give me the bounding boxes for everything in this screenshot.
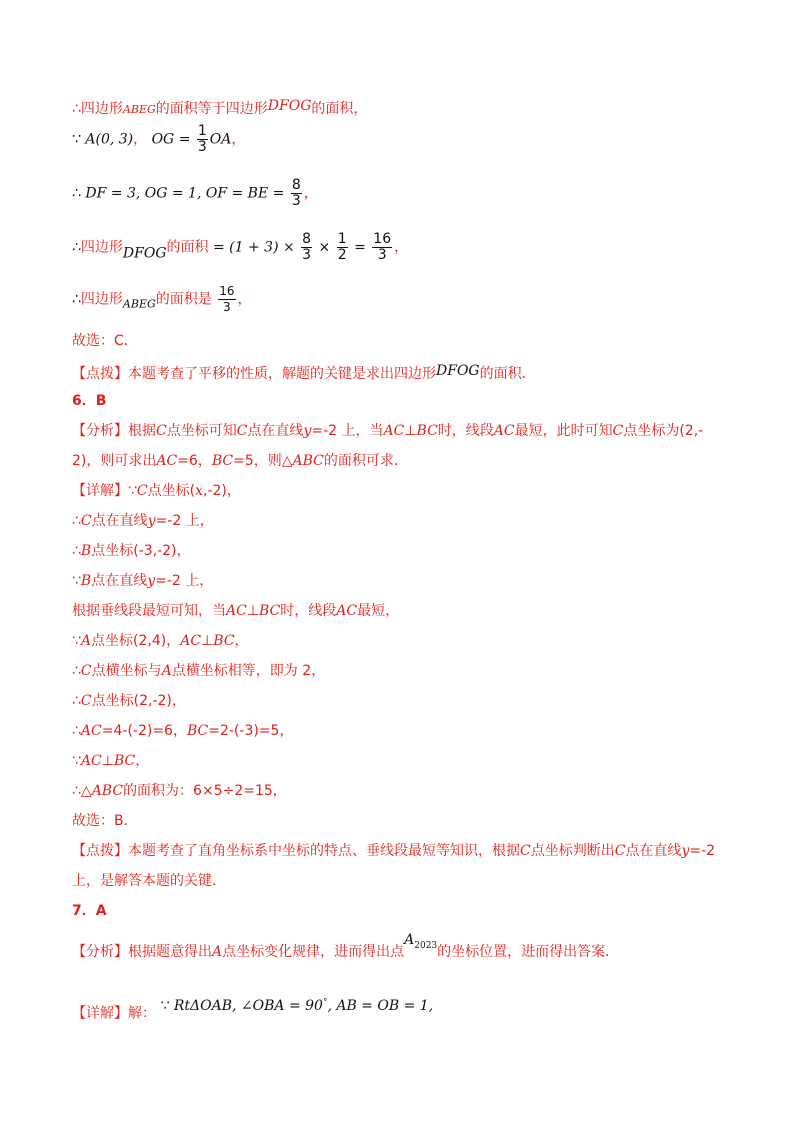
text: 故选：C． — [72, 333, 138, 349]
math: C — [612, 423, 624, 439]
line-21 — [72, 781, 287, 801]
text: ⊥ — [404, 423, 417, 439]
question-number: 6．B — [72, 393, 107, 409]
math: C — [80, 663, 92, 679]
text: 点横坐标与 — [91, 663, 162, 679]
math: A(0, 3) — [85, 131, 134, 148]
math: y — [147, 573, 156, 589]
text: 点横坐标相等，即为 2， — [171, 663, 326, 679]
fraction — [372, 232, 392, 263]
math: AC — [383, 423, 405, 439]
text: ， — [394, 239, 409, 256]
text: ∵ — [160, 997, 170, 1014]
text: × — [318, 239, 331, 256]
math: DFOG — [122, 245, 167, 262]
math: OG = — [151, 131, 191, 148]
numerator: 8 — [302, 231, 312, 247]
math: ABEG — [122, 103, 156, 116]
math-expression — [160, 998, 433, 1014]
math: y — [147, 513, 156, 529]
text: ⊥ — [246, 603, 260, 619]
text: 的面积等于四边形 — [155, 101, 268, 117]
text: ∴△ — [72, 783, 92, 799]
text: =5，则△ — [233, 453, 293, 469]
text: 的面积可求． — [323, 453, 408, 469]
math: BC — [259, 603, 281, 619]
line-6 — [72, 331, 138, 351]
denominator: 2 — [337, 247, 347, 263]
text: 点坐标(2,-2)， — [91, 693, 186, 709]
math: AC — [493, 423, 515, 439]
line-14 — [72, 571, 213, 591]
math: A — [212, 944, 223, 960]
line-25 — [72, 901, 107, 921]
text: 【点拨】本题考查了直角坐标系中坐标的特点、垂线段最短等知识，根据 — [72, 843, 520, 859]
text: =-2 — [689, 843, 716, 859]
math: = (1 + 3) × — [212, 239, 295, 256]
math: BC — [186, 723, 209, 739]
line-11 — [72, 481, 241, 501]
math: OA — [209, 131, 232, 148]
math: C — [80, 693, 92, 709]
fraction — [301, 232, 312, 263]
text: 的面积为：6×5÷2=15， — [123, 783, 287, 799]
math: A — [80, 633, 92, 649]
text: 的面积． — [479, 366, 536, 382]
math: B — [80, 573, 92, 589]
math-subscript: 2023 — [414, 940, 438, 951]
text: ∴ — [72, 723, 81, 739]
line-18 — [72, 691, 186, 711]
fraction — [337, 232, 348, 263]
text: ∵ — [72, 573, 81, 589]
text: = — [354, 239, 366, 256]
line-4 — [72, 232, 408, 264]
text: 点坐标(-3,-2)， — [91, 543, 191, 559]
math: DF = 3, OG = 1, OF = BE = — [85, 185, 285, 202]
math: AC — [80, 753, 102, 769]
line-9 — [72, 421, 703, 441]
text: 【点拨】本题考查了平移的性质，解题的关键是求出四边形 — [72, 366, 436, 382]
text: ∵ — [72, 753, 81, 769]
line-10 — [72, 451, 408, 471]
text: ， — [133, 131, 148, 148]
math: BC — [211, 453, 234, 469]
math-letter: A — [404, 932, 415, 948]
math: ABEG — [122, 297, 156, 311]
question-number: 7．A — [72, 903, 107, 919]
math: y — [303, 423, 312, 439]
math: C — [520, 843, 531, 859]
line-19 — [72, 721, 293, 741]
math: C — [80, 513, 92, 529]
text: 2)，则可求出 — [72, 453, 157, 469]
text: ， — [231, 131, 246, 148]
math: DFOG — [436, 363, 480, 379]
line-7 — [72, 361, 536, 384]
text: 点坐标(2,4)， — [91, 633, 181, 649]
text: 的面积是 — [155, 291, 212, 308]
text: 点坐标可知 — [166, 423, 237, 439]
text: 【分析】根据 — [72, 423, 156, 439]
text: 的坐标位置，进而得出答案． — [437, 944, 620, 960]
text: ⊥ — [101, 753, 114, 769]
line-27 — [72, 997, 434, 1024]
text: 的面积 — [166, 239, 209, 256]
text: 【详解】解： — [72, 1005, 156, 1022]
line-26 — [72, 932, 620, 968]
line-12 — [72, 511, 214, 531]
math: BC — [113, 753, 136, 769]
line-2 — [72, 124, 245, 155]
line-1 — [72, 96, 367, 120]
math: ABC — [292, 453, 324, 469]
text: 最短， — [357, 603, 400, 619]
text: 点坐标变化规律，进而得出点 — [222, 944, 405, 960]
text: 点坐标为(2,- — [623, 423, 704, 439]
line-5 — [72, 284, 252, 315]
denominator: 3 — [291, 193, 301, 209]
math: AC — [80, 723, 102, 739]
line-13 — [72, 541, 191, 561]
text: ， — [234, 633, 249, 649]
text: =-2 上，当 — [311, 423, 384, 439]
fraction — [291, 178, 302, 209]
text: ,-2)， — [203, 483, 241, 499]
text: ∴ — [72, 663, 81, 679]
numerator: 1 — [337, 231, 347, 247]
text: 故选：B． — [72, 813, 138, 829]
text: =-2 上， — [155, 513, 214, 529]
numerator: 1 — [197, 123, 207, 139]
text: 的面积， — [311, 101, 368, 117]
text: ∴ — [72, 291, 81, 308]
text: 点坐标( — [147, 483, 196, 499]
text: ∴ — [72, 185, 81, 202]
text: ∵ — [72, 131, 81, 148]
text: =6， — [177, 453, 212, 469]
math: ° — [322, 997, 328, 1007]
text: ， — [237, 291, 252, 308]
text: ∴ — [72, 513, 81, 529]
text: ， — [303, 185, 318, 202]
math: x — [195, 483, 204, 499]
text: 【分析】根据题意得出 — [72, 944, 212, 960]
line-20 — [72, 751, 149, 771]
line-23 — [72, 841, 715, 861]
math: ABC — [91, 783, 124, 799]
fraction — [197, 124, 208, 155]
line-24 — [72, 871, 226, 891]
numerator: 8 — [291, 177, 301, 193]
denominator: 3 — [223, 300, 231, 314]
text: =2-(-3)=5， — [208, 723, 294, 739]
text: ∴ — [72, 693, 81, 709]
math: DFOG — [267, 98, 312, 114]
denominator: 3 — [197, 139, 207, 155]
math: y — [681, 843, 690, 859]
math: B — [80, 543, 92, 559]
line-17 — [72, 661, 325, 681]
text: 点在直线 — [91, 513, 148, 529]
text: ⊥ — [201, 633, 214, 649]
text: 时，线段 — [280, 603, 337, 619]
math: RtΔOAB, ∠OBA = 90 — [173, 997, 323, 1014]
fraction — [218, 284, 235, 315]
text: ∵ — [72, 633, 81, 649]
math: AC — [336, 603, 358, 619]
math: C — [614, 843, 626, 859]
text: ∴ — [72, 543, 81, 559]
text: =-2 上， — [155, 573, 214, 589]
text: 上，是解答本题的关键． — [72, 873, 226, 889]
numerator: 16 — [373, 231, 392, 247]
text: 时，线段 — [437, 423, 494, 439]
text: 根据垂线段最短可知，当 — [72, 603, 226, 619]
text: 最短，此时可知 — [514, 423, 613, 439]
math: BC — [416, 423, 438, 439]
line-16 — [72, 631, 249, 651]
math: A — [161, 663, 172, 679]
line-8 — [72, 391, 106, 411]
math: AC — [180, 633, 202, 649]
numerator: 16 — [219, 284, 235, 298]
text: =4-(-2)=6， — [101, 723, 187, 739]
math: AC — [156, 453, 178, 469]
line-15 — [72, 601, 399, 621]
text: 点在直线 — [625, 843, 682, 859]
math — [404, 932, 438, 951]
denominator: 3 — [302, 247, 312, 263]
line-3 — [72, 178, 318, 209]
line-22 — [72, 811, 138, 831]
text: 点在直线 — [91, 573, 148, 589]
math: C — [136, 483, 148, 499]
math: BC — [213, 633, 235, 649]
text: ， — [135, 753, 150, 769]
denominator: 3 — [377, 247, 387, 263]
text: 点坐标判断出 — [530, 843, 615, 859]
text: 四边形 — [80, 239, 123, 256]
text: 点在直线 — [247, 423, 304, 439]
math: C — [156, 423, 167, 439]
text: ∴四边形 — [72, 101, 123, 117]
text: 【详解】∵ — [72, 483, 137, 499]
math: AC — [226, 603, 247, 619]
text: ∴ — [72, 239, 81, 256]
math: , AB = OB = 1, — [327, 997, 434, 1014]
text: 四边形 — [80, 291, 123, 308]
math: C — [236, 423, 248, 439]
